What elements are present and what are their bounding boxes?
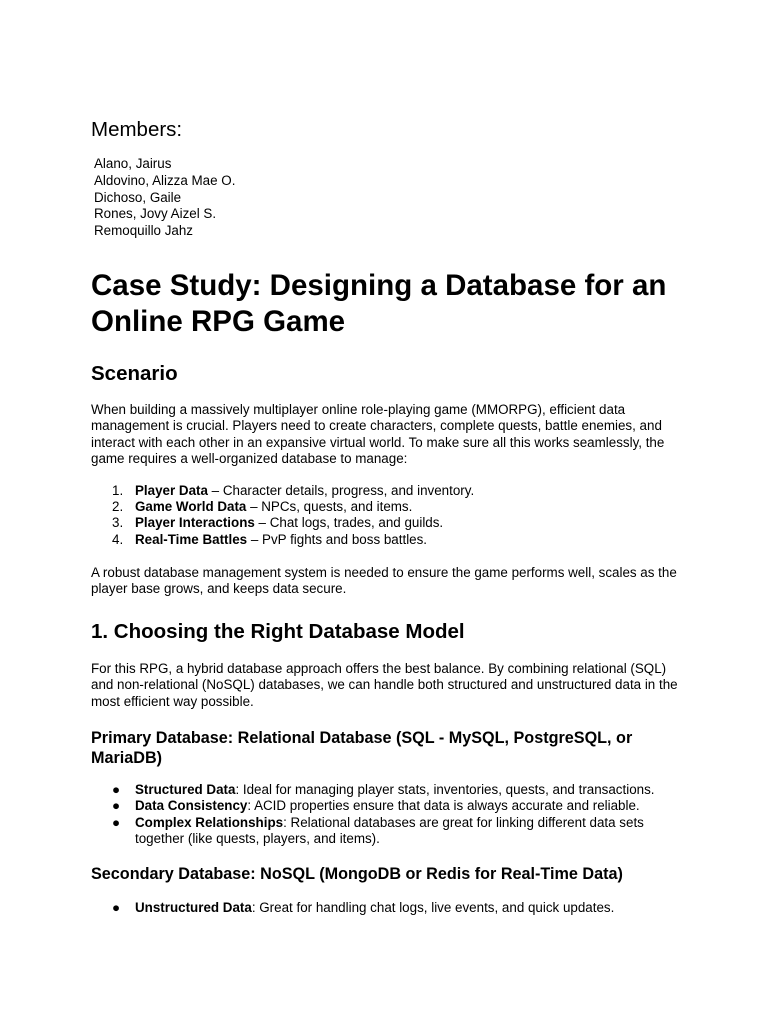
list-item-term: Game World Data <box>135 499 247 515</box>
list-number: 2. <box>112 499 124 515</box>
scenario-intro: When building a massively multiplayer online role-playing game (MMORPG), efficient data management is crucial. Players need to create characters, complete quests, battle enemies, and interact with each other in an expansive virtual world. To make sure all this works seamlessly, the game requires a well-organized database to manage: <box>91 402 665 466</box>
list-item <box>91 515 474 531</box>
list-item <box>91 499 474 515</box>
list-item-term: Player Interactions <box>135 515 255 531</box>
member-name: Alano, Jairus <box>94 156 172 171</box>
bullet-term: Structured Data <box>135 782 236 797</box>
list-number: 1. <box>112 483 124 498</box>
secondary-db-bullets <box>91 900 691 916</box>
bullet-icon: ● <box>112 814 121 830</box>
bullet-text: : Great for handling chat logs, live events, and quick updates. <box>251 900 615 915</box>
scenario-heading: Scenario <box>91 362 178 385</box>
list-number: 3. <box>112 515 124 531</box>
bullet-term: Data Consistency <box>135 798 248 814</box>
list-item-text: – Character details, progress, and inventory. <box>207 483 475 498</box>
bullet-item <box>91 798 691 814</box>
list-item-text: – PvP fights and boss battles. <box>247 531 428 547</box>
member-name: Rones, Jovy Aizel S. <box>94 206 217 222</box>
list-item <box>91 532 474 548</box>
list-number: 4. <box>112 531 124 547</box>
bullet-item <box>91 815 691 848</box>
bullet-text: : Ideal for managing player stats, inventories, quests, and transactions. <box>235 782 655 797</box>
member-name: Aldovino, Alizza Mae O. <box>94 172 236 188</box>
list-item-term: Real-Time Battles <box>135 531 248 547</box>
list-item-text: – NPCs, quests, and items. <box>246 499 413 515</box>
scenario-numbered-list <box>91 483 474 548</box>
bullet-icon: ● <box>112 798 121 814</box>
bullet-text: : ACID properties ensure that data is always accurate and reliable. <box>247 798 640 814</box>
bullet-item <box>91 782 691 798</box>
list-item-term: Player Data <box>135 483 208 498</box>
members-list <box>94 156 235 240</box>
primary-db-bullets <box>91 782 691 848</box>
list-item-text: – Chat logs, trades, and guilds. <box>254 515 444 531</box>
member-name: Remoquillo Jahz <box>94 223 193 238</box>
section1-intro: For this RPG, a hybrid database approach offers the best balance. By combining relational (SQL) and non-relational (NoSQL) databases, we can handle both structured and unstructured data in the most efficient way possible. <box>91 661 678 709</box>
list-item <box>91 483 474 499</box>
bullet-term: Unstructured Data <box>135 900 252 915</box>
bullet-icon: ● <box>112 900 121 915</box>
bullet-icon: ● <box>112 782 121 797</box>
scenario-closing: A robust database management system is needed to ensure the game performs well, scales as the player base grows, and keeps data secure. <box>91 565 677 597</box>
bullet-item <box>91 900 691 916</box>
bullet-text: : Relational databases are great for linking different data sets together (like quests, players, and items). <box>135 814 644 847</box>
bullet-term: Complex Relationships <box>135 814 284 830</box>
members-heading: Members: <box>91 118 183 141</box>
member-name: Dichoso, Gaile <box>94 189 182 205</box>
document-title: Case Study: Designing a Database for an Online RPG Game <box>91 269 667 338</box>
section1-heading: 1. Choosing the Right Database Model <box>91 620 465 643</box>
primary-db-heading: Primary Database: Relational Database (SQL - MySQL, PostgreSQL, or MariaDB) <box>91 729 633 767</box>
secondary-db-heading: Secondary Database: NoSQL (MongoDB or Redis for Real-Time Data) <box>91 865 623 883</box>
